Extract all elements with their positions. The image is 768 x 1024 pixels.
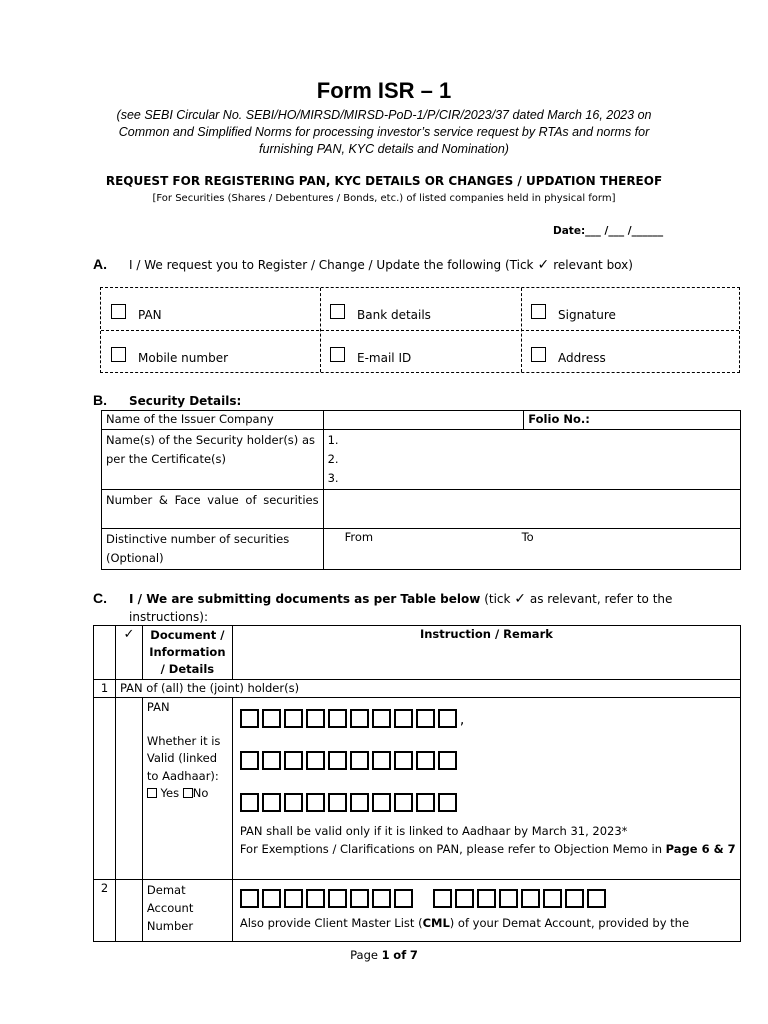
option-email[interactable]: [330, 343, 411, 365]
pan-label: PAN: [146, 700, 170, 714]
form-subtitle: (see SEBI Circular No. SEBI/HO/MIRSD/MIRSD-PoD-1/P/CIR/2023/37 dated March 16, 2023 on Common and Simplified Norms for processing investor’s service request by RTAs and norms for furnishing PAN, KYC details and Nomination): [116, 108, 652, 156]
update-options-box: [100, 287, 740, 373]
page-of: of: [393, 948, 407, 962]
option-pan[interactable]: [111, 300, 162, 322]
demat-boxes[interactable]: [240, 889, 736, 908]
holder-1: 1.: [327, 433, 339, 447]
section-c-paren-start: (tick: [484, 592, 511, 606]
face-value-label: Number & Face value of securities: [102, 490, 324, 529]
header-document: Document / Information / Details: [142, 626, 232, 680]
header-instruction: Instruction / Remark: [232, 626, 740, 680]
to-label: To: [521, 530, 534, 544]
pan-note-pages: Page 6 & 7: [665, 841, 736, 856]
pan-entry-cell: [232, 698, 740, 880]
section-b-heading: [93, 392, 241, 408]
option-mobile-label: Mobile number: [138, 351, 229, 365]
date-field[interactable]: [553, 225, 663, 237]
cml-bold: CML: [422, 916, 450, 930]
page-number: 1: [381, 948, 390, 962]
section-c-heading: [93, 590, 713, 626]
row-1-label: PAN of (all) the (joint) holder(s): [115, 680, 740, 698]
documents-table: [93, 625, 741, 942]
option-address-label: Address: [558, 351, 606, 365]
no-label: No: [192, 786, 209, 800]
form-title: Form ISR – 1: [316, 78, 452, 103]
holders-input[interactable]: [323, 430, 740, 490]
pan-boxes-1[interactable]: [240, 709, 736, 728]
face-value-input[interactable]: [323, 490, 740, 529]
pan-checkbox[interactable]: [111, 304, 126, 319]
option-pan-label: PAN: [138, 308, 162, 322]
option-signature-label: Signature: [558, 308, 616, 322]
section-a-text: I / We request you to Register / Change / Update the following (Tick: [129, 258, 534, 272]
section-b-title: Security Details:: [129, 394, 242, 408]
holder-3: 3.: [327, 471, 339, 485]
section-c-paren-end: as relevant, refer to the instructions):: [129, 592, 673, 624]
request-heading: REQUEST FOR REGISTERING PAN, KYC DETAILS OR CHANGES / UPDATION THEREOF: [105, 174, 663, 188]
pan-note-1: PAN shall be valid only if it is linked to Aadhaar by March 31, 2023*: [239, 824, 628, 838]
pan-boxes-2[interactable]: [240, 751, 736, 770]
row-1-number: 1: [94, 680, 116, 698]
signature-checkbox[interactable]: [531, 304, 546, 319]
section-c-text: I / We are submitting documents as per Table below: [129, 592, 481, 606]
section-a-letter: A.: [93, 256, 107, 272]
option-mobile[interactable]: [111, 343, 228, 365]
issuer-label: Name of the Issuer Company: [102, 411, 324, 430]
email-checkbox[interactable]: [330, 347, 345, 362]
from-label: From: [344, 530, 374, 544]
folio-label: Folio No.:: [528, 412, 590, 426]
address-checkbox[interactable]: [531, 347, 546, 362]
section-a-text-end: relevant box): [553, 258, 633, 272]
yes-label: Yes: [160, 786, 180, 800]
date-blank: ___ /___ /______: [585, 225, 664, 237]
folio-field[interactable]: [524, 411, 741, 430]
demat-tick-cell[interactable]: [115, 880, 142, 942]
option-address[interactable]: [531, 343, 606, 365]
pan-tick-cell[interactable]: [115, 698, 142, 880]
check-mark-icon: ✓: [514, 591, 527, 607]
section-a-heading: [93, 256, 633, 273]
holders-label: Name(s) of the Security holder(s) as per the Certificate(s): [102, 430, 324, 490]
distinctive-input[interactable]: [323, 529, 740, 570]
date-label: Date:: [553, 225, 586, 237]
cml-text-1: Also provide Client Master List (: [239, 916, 423, 930]
section-c-letter: C.: [93, 590, 107, 606]
check-mark-icon: ✓: [115, 626, 142, 680]
bank-details-checkbox[interactable]: [330, 304, 345, 319]
security-details-table: [101, 410, 741, 570]
demat-entry-cell: [232, 880, 740, 942]
page-footer: [0, 948, 768, 962]
pan-details-cell: [142, 698, 232, 880]
page-prefix: Page: [350, 948, 378, 962]
cml-text-2: ) of your Demat Account, provided by the: [449, 916, 690, 930]
distinctive-label: Distinctive number of securities (Optional): [102, 529, 324, 570]
option-bank-label: Bank details: [357, 308, 431, 322]
pan-comma: ,: [459, 712, 465, 728]
page-total: 7: [409, 948, 418, 962]
request-subheading: [For Securities (Shares / Debentures / Bonds, etc.) of listed companies held in physical form]: [152, 193, 616, 204]
pan-note-2: For Exemptions / Clarifications on PAN, please refer to Objection Memo in: [239, 841, 663, 856]
row-2-label: Demat Account Number: [142, 880, 232, 942]
no-checkbox[interactable]: [183, 788, 193, 798]
check-mark-icon: ✓: [537, 257, 550, 273]
option-email-label: E-mail ID: [357, 351, 412, 365]
yes-checkbox[interactable]: [147, 788, 157, 798]
holder-2: 2.: [327, 452, 339, 466]
pan-boxes-3[interactable]: [240, 793, 736, 812]
pan-valid-options: [147, 785, 228, 803]
option-signature[interactable]: [531, 300, 616, 322]
option-bank-details[interactable]: [330, 300, 431, 322]
section-b-letter: B.: [93, 392, 107, 408]
row-2-number: 2: [94, 880, 116, 942]
pan-valid-question: Whether it is Valid (linked to Aadhaar):: [146, 733, 221, 783]
issuer-input[interactable]: [323, 411, 524, 430]
mobile-checkbox[interactable]: [111, 347, 126, 362]
